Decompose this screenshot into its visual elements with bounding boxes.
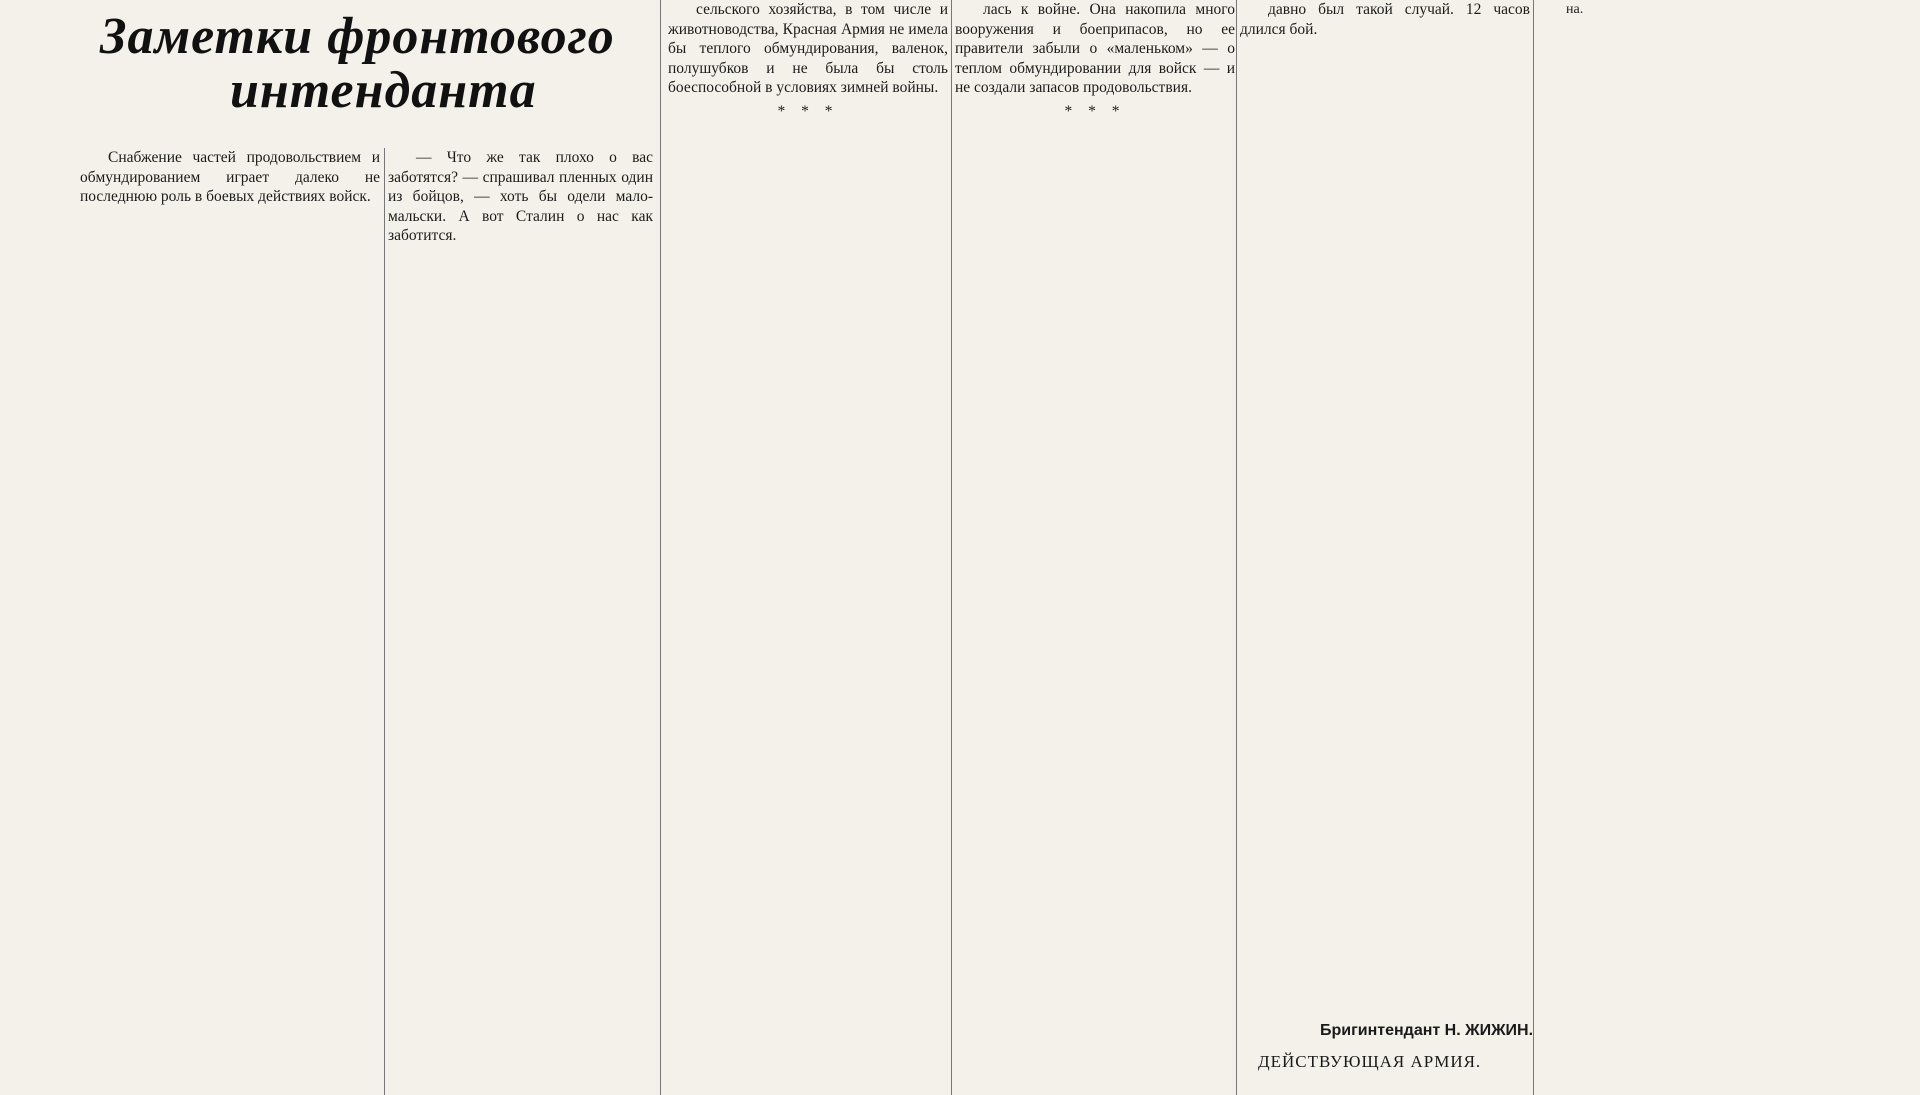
article-headline: [90, 10, 670, 120]
paragraph: на.: [1566, 2, 1584, 17]
section-separator: * * *: [777, 102, 839, 120]
column-divider: [1533, 0, 1534, 1095]
text-column-2: [388, 148, 653, 1095]
paragraph: сельского хозяйства, в том числе и животноводства, Красная Армия не имела бы теплого обмундирования, валенок, полушубков и не была бы столь боеспособной в условиях зимней войны.: [668, 1, 948, 97]
author-byline: Бригинтендант Н. ЖИЖИН.: [1320, 1022, 1534, 1039]
text-column-4: [955, 0, 1235, 1095]
text-column-1: [80, 148, 380, 1095]
paragraph: давно был такой случай. 12 часов длился бой.: [1240, 1, 1530, 38]
section-separator: * * *: [1064, 102, 1126, 120]
column-divider: [660, 0, 661, 1095]
paragraph: — Что же так плохо о вас заботятся? — спрашивал пленных один из бойцов, — хоть бы одели мало-мальски. А вот Сталин о нас как заботится.: [388, 149, 653, 245]
text-column-6-cropped: [1538, 0, 1598, 1095]
dateline: ДЕЙСТВУЮЩАЯ АРМИЯ.: [1258, 1052, 1482, 1071]
paragraph: Снабжение частей продовольствием и обмундированием играет далеко не последнюю роль в боевых действиях войск.: [80, 149, 380, 206]
column-divider: [951, 0, 952, 1095]
column-divider: [1236, 0, 1237, 1095]
headline-line-1: Заметки фронтового: [100, 8, 615, 65]
text-column-3: [668, 0, 948, 1095]
headline-line-2: интенданта: [230, 62, 537, 119]
paragraph: лась к войне. Она накопила много вооружения и боеприпасов, но ее правители забыли о «маленьком» — о теплом обмундировании для войск — и не создали запасов продовольствия.: [955, 1, 1235, 97]
column-divider: [384, 148, 385, 1095]
text-column-5: [1240, 0, 1530, 1095]
